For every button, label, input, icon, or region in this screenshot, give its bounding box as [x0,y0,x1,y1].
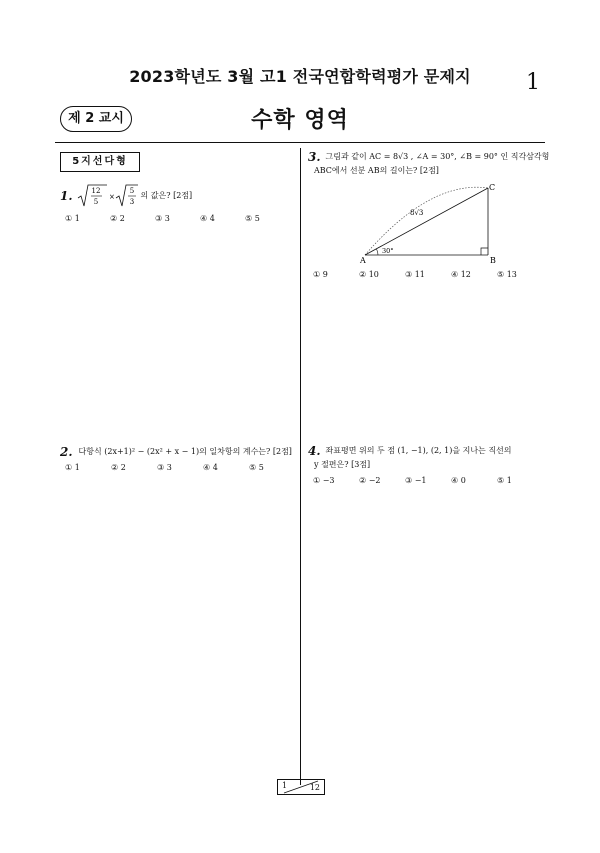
svg-text:5: 5 [129,187,134,195]
session-badge: 제 2 교시 [60,106,132,132]
angle-label: 30° [382,247,394,255]
svg-text:5: 5 [93,198,98,206]
choice-list [313,476,544,485]
header-divider [55,142,545,143]
column-divider [300,148,301,785]
question-4 [308,444,544,485]
subject-title: 수학 영역 [251,108,349,133]
choice-3[interactable]: ③ −1 [405,476,427,485]
angle-arc [377,249,379,255]
choice-2[interactable]: ② 2 [111,463,126,472]
question-text-line2: y 절편은? [3점] [314,460,371,469]
sqrt-expression [77,182,139,210]
svg-text:3: 3 [129,198,134,206]
choice-4[interactable]: ④ 4 [203,463,218,472]
choice-1[interactable]: ① 1 [65,214,80,223]
choice-1[interactable]: ① −3 [313,476,335,485]
total-pages: 12 [309,783,320,792]
question-text: 다항식 (2x+1)² − (2x² + x − 1)의 일차항의 계수는? [2점] [78,447,292,456]
choice-5[interactable]: ⑤ 5 [249,463,264,472]
choice-1[interactable]: ① 9 [313,270,328,279]
choice-2[interactable]: ② 10 [359,270,379,279]
choice-1[interactable]: ① 1 [65,463,80,472]
side-ac [365,188,488,255]
choice-5[interactable]: ⑤ 1 [497,476,512,485]
question-text-line2: ABC에서 선분 AB의 길이는? [2점] [314,166,439,175]
choice-4[interactable]: ④ 12 [451,270,471,279]
question-1 [60,182,290,223]
choice-3[interactable]: ③ 11 [405,270,425,279]
label-a: A [360,256,366,265]
choice-list [313,270,543,279]
choice-4[interactable]: ④ 4 [200,214,215,223]
question-text: 의 값은? [2점] [140,191,193,200]
label-b: B [490,256,496,265]
choice-5[interactable]: ⑤ 13 [497,270,517,279]
current-page: 1 [282,781,288,790]
choice-2[interactable]: ② 2 [110,214,125,223]
choice-list [65,214,290,223]
section-label: 5지선다형 [60,152,140,172]
question-3 [308,150,550,178]
choice-5[interactable]: ⑤ 5 [245,214,260,223]
question-number: 2. [60,445,73,459]
side-label: 8√3 [410,209,424,217]
question-number: 3. [308,150,321,164]
choice-list [65,463,295,472]
choice-2[interactable]: ② −2 [359,476,381,485]
svg-text:×: × [108,193,115,201]
choice-4[interactable]: ④ 0 [451,476,466,485]
svg-text:12: 12 [91,187,100,195]
question-number: 1. [60,189,73,203]
question-2 [60,445,295,472]
right-angle-mark [481,248,488,255]
question-number: 4. [308,444,321,458]
choice-3[interactable]: ③ 3 [157,463,172,472]
page-number: 1 [526,70,540,95]
question-text-line1: 좌표평면 위의 두 점 (1, −1), (2, 1)을 지나는 직선의 [325,446,512,455]
exam-title: 2023학년도 3월 고1 전국연합학력평가 문제지 [129,67,471,86]
label-c: C [489,183,496,192]
triangle-figure [340,180,510,270]
choice-3[interactable]: ③ 3 [155,214,170,223]
page-indicator [277,779,325,795]
question-text-line1: 그림과 같이 AC = 8√3 , ∠A = 30°, ∠B = 90° 인 직각삼각형 [325,152,550,161]
